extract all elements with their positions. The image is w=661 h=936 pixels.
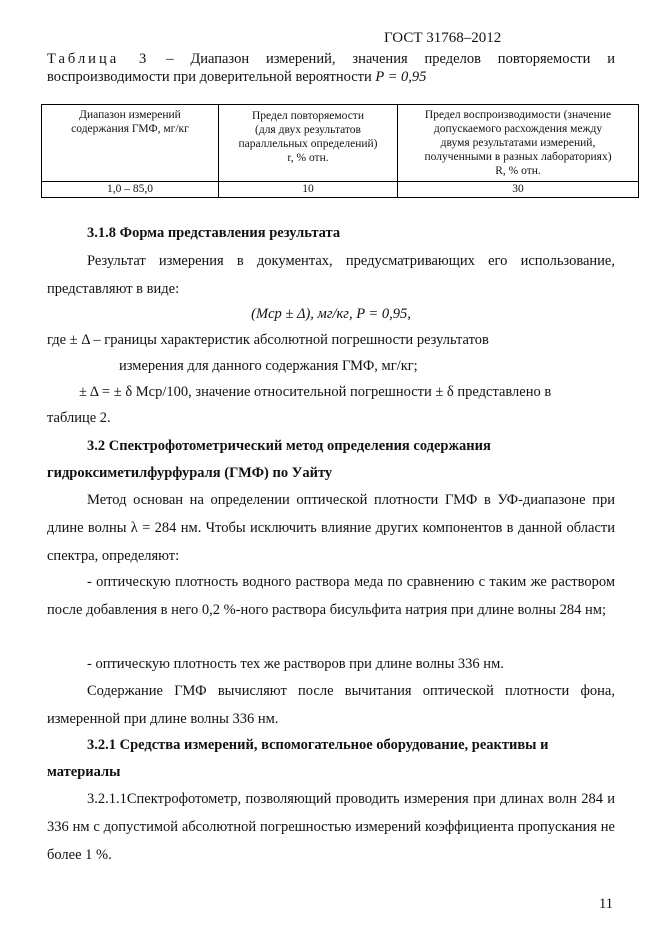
section-3-2-title-1: 3.2 Спектрофотометрический метод определения содержания	[87, 438, 491, 454]
table-caption-label: Таблица 3	[47, 51, 150, 67]
section-3-2-1-title-2: материалы	[47, 764, 121, 780]
section-3-2-text: Метод основан на определении оптической плотности ГМФ в УФ-диапазоне при длине волны λ = 284 нм. Чтобы исключить влияние других компонентов в данной области спектра, определяют:	[47, 492, 615, 564]
header-range: Диапазон измерений содержания ГМФ, мг/кг	[42, 105, 219, 182]
page-number: 11	[599, 896, 613, 912]
section-3-2-text-2: Содержание ГМФ вычисляют после вычитания оптической плотности фона, измеренной при длине волны 336 нм.	[47, 683, 615, 727]
section-3-1-8-text: Результат измерения в документах, предусматривающих его использование, представляют в виде:	[47, 253, 615, 297]
where-line-2: измерения для данного содержания ГМФ, мг/кг;	[119, 358, 418, 374]
result-formula: (Mср ± Δ), мг/кг, P = 0,95,	[251, 306, 411, 322]
header-reproducibility: Предел воспроизводимости (значение допускаемого расхождения между двумя результатами измерений, полученными в разных лабораториях) R, % отн.	[398, 105, 639, 182]
where-line-1: где ± Δ – границы характеристик абсолютной погрешности результатов	[47, 332, 489, 348]
bullet-item-1: - оптическую плотность водного раствора меда по сравнению с таким же раствором после добавления в него 0,2 %-ного раствора бисульфита натрия при длине волны 284 нм;	[47, 574, 615, 618]
range-table	[41, 104, 639, 198]
cell-reproducibility: 30	[398, 182, 639, 198]
section-3-1-8-title: 3.1.8 Форма представления результата	[87, 225, 341, 241]
table-row	[42, 182, 639, 198]
cell-repeatability: 10	[219, 182, 398, 198]
document-id: ГОСТ 31768–2012	[384, 30, 502, 46]
delta-line: ± Δ = ± δ Mср/100, значение относительной погрешности ± δ представлено в	[79, 384, 552, 400]
table-caption-text: – Диапазон измерений, значения пределов повторяемости и воспроизводимости при доверительной вероятности	[47, 51, 616, 85]
section-3-2-title-2: гидроксиметилфурфураля (ГМФ) по Уайту	[47, 465, 333, 481]
header-repeatability: Предел повторяемости (для двух результатов параллельных определений) r, % отн.	[219, 105, 398, 182]
bullet-item-2: - оптическую плотность тех же растворов при длине волны 336 нм.	[87, 656, 504, 672]
table-caption	[47, 50, 615, 86]
cell-range: 1,0 – 85,0	[42, 182, 219, 198]
section-3-2-1-1-text: 3.2.1.1Спектрофотометр, позволяющий проводить измерения при длинах волн 284 и 336 нм с допустимой абсолютной погрешностью измерений коэффициента пропускания не более 1 %.	[47, 791, 615, 863]
table-header-row	[42, 105, 639, 182]
delta-line-2: таблице 2.	[47, 410, 111, 426]
table-caption-probability: P = 0,95	[375, 69, 427, 85]
section-3-2-1-title-1: 3.2.1 Средства измерений, вспомогательное оборудование, реактивы и	[87, 737, 549, 753]
